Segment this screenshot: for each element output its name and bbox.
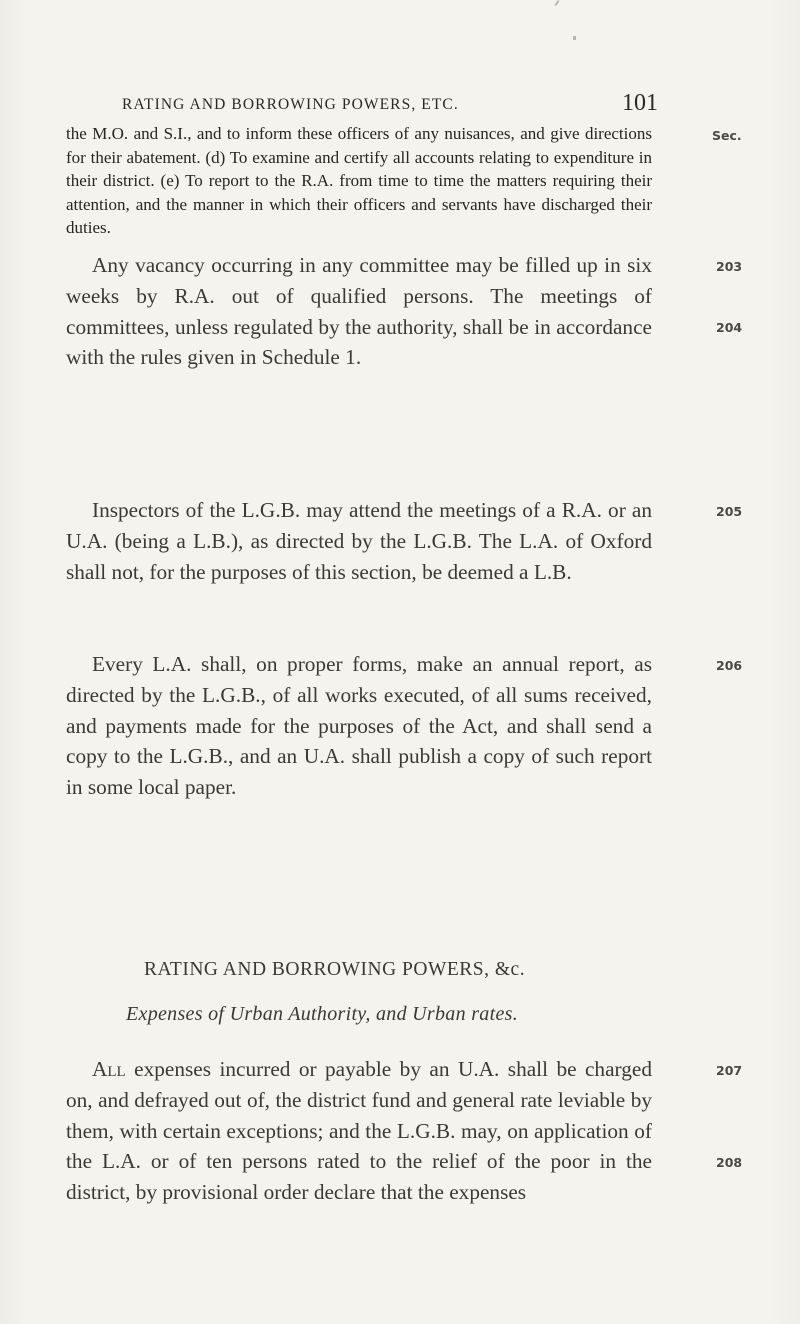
running-title: RATING AND BORROWING POWERS, ETC. [122,96,459,113]
paper-fleck [573,36,576,40]
paper-fleck [554,0,559,6]
paragraph-inspectors: Inspectors of the L.G.B. may attend the meetings of a R.A. or an U.A. (being a L.B.), as directed by the L.G.B. The L.A. of Oxford shall not, for the purposes of this section, be deemed a L.B. [66,498,652,584]
margin-note-208: 208 [716,1155,743,1170]
page-number: 101 [622,90,658,116]
margin-note-204: 204 [716,320,743,335]
paragraph-annual-report: Every L.A. shall, on proper forms, make an annual report, as directed by the L.G.B., of all works executed, of all sums received, and payments made for the purposes of the Act, and shall send a copy to the L.G.B., and an U.A. shall publish a copy of such report in some local paper. [66,652,652,800]
paragraph-expenses [66,1054,652,1208]
margin-note-207: 207 [716,1063,743,1078]
paragraph-expenses-body: expenses incurred or payable by an U.A. shall be charged on, and defrayed out of, the district fund and general rate leviable by them, with certain exceptions; and the L.G.B. may, on application of the L.A. or of ten persons rated to the relief of the poor in the district, by provisional order declare that the expenses [66,1057,652,1205]
paragraph-vacancy: Any vacancy occurring in any committee may be filled up in six weeks by R.A. out of qualified persons. The meetings of committees, unless regulated by the authority, shall be in accordance with the rules given in Schedule 1. [66,253,652,370]
margin-note-sec: Sec. [712,128,742,143]
section-subheading: Expenses of Urban Authority, and Urban rates. [126,1003,519,1025]
margin-note-206: 206 [716,658,743,673]
margin-note-205: 205 [716,504,743,519]
paragraph-committee-duties: the M.O. and S.I., and to inform these officers of any nuisances, and give directions for their abatement. (d) To examine and certify all accounts relating to expenditure in their district. (e) To report to the R.A. from time to time the matters requiring their attention, and the manner in which their officers and servants have discharged their duties. [66,124,652,237]
lead-word: All [92,1057,126,1081]
running-head [122,92,662,122]
section-heading: RATING AND BORROWING POWERS, &c. [144,959,526,980]
margin-note-203: 203 [716,259,743,274]
